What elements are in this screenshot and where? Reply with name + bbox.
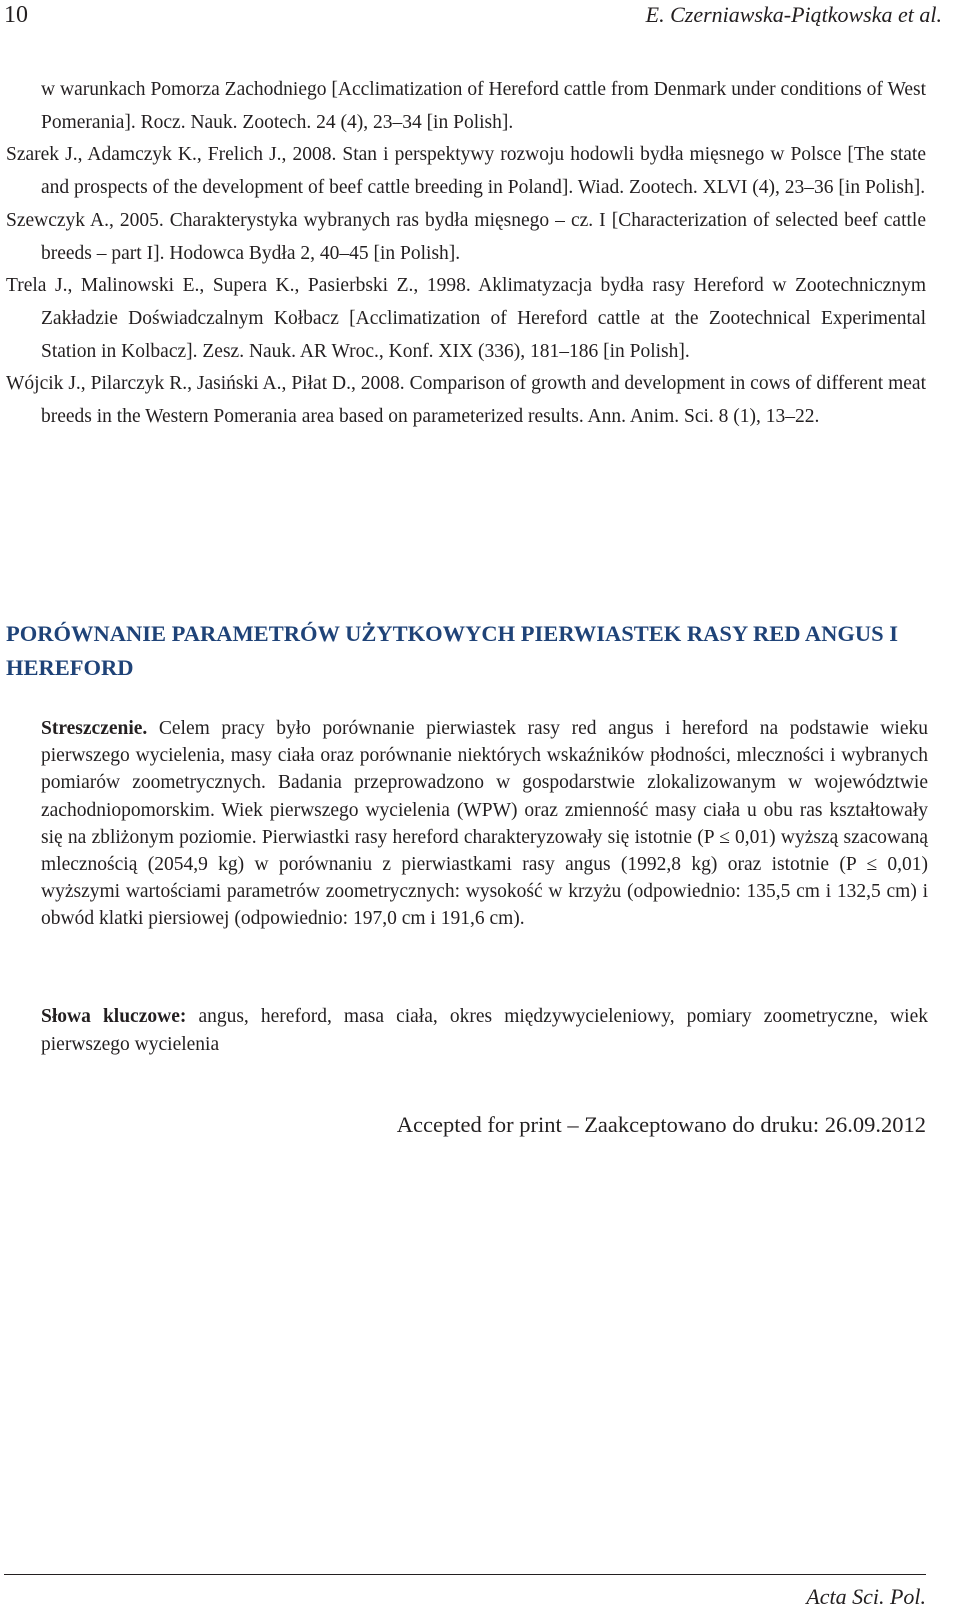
keywords-label: Słowa kluczowe: xyxy=(41,1006,187,1027)
abstract-label: Streszczenie. xyxy=(41,718,148,739)
reference-item: Wójcik J., Pilarczyk R., Jasiński A., Piłat D., 2008. Comparison of growth and development in cows of different meat breeds in the Western Pomerania area based on parameterized results. Ann. Anim. Sci. 8 (1), 13–22. xyxy=(6,373,926,428)
abstract-text: Celem pracy było porównanie pierwiastek rasy red angus i hereford na podstawie wieku pierwszego wycielenia, masy ciała oraz porównanie niektórych wskaźników płodności, mleczności i wybranych pomiarów zoometrycznych. Badania przeprowadzono w gospodarstwie zlokalizowanym w województwie zachodniopomorskim. Wiek pierwszego wycielenia (WPW) oraz zmienność masy ciała u obu ras kształtowały się na zbliżonym poziomie. Pierwiastki rasy hereford charakteryzowały się istotnie (P ≤ 0,01) wyższą szacowaną mlecznością (2054,9 kg) w porównaniu z pierwiastkami rasy angus (1992,8 kg) oraz istotnie (P ≤ 0,01) wyższymi wartościami parametrów zoometrycznych: wysokość w krzyżu (odpowiednio: 135,5 cm i 132,5 cm) i obwód klatki piersiowej (odpowiednio: 197,0 cm i 191,6 cm). xyxy=(41,718,928,930)
page-number: 10 xyxy=(4,2,28,28)
footer-journal: Acta Sci. Pol. xyxy=(806,1584,926,1609)
reference-list xyxy=(6,74,926,434)
keywords-text: angus, hereford, masa ciała, okres międzywycieleniowy, pomiary zoometryczne, wiek pierwszego wycielenia xyxy=(41,1006,928,1055)
abstract xyxy=(41,715,928,933)
polish-title: PORÓWNANIE PARAMETRÓW UŻYTKOWYCH PIERWIASTEK RASY RED ANGUS I HEREFORD xyxy=(6,621,899,680)
running-head: E. Czerniawska-Piątkowska et al. xyxy=(645,2,942,27)
reference-item: w warunkach Pomorza Zachodniego [Acclimatization of Hereford cattle from Denmark under conditions of West Pomerania]. Rocz. Nauk. Zootech. 24 (4), 23–34 [in Polish]. xyxy=(41,79,926,133)
reference-item: Trela J., Malinowski E., Supera K., Pasierbski Z., 1998. Aklimatyzacja bydła rasy Hereford w Zootechnicznym Zakładzie Doświadczalnym Kołbacz [Acclimatization of Hereford cattle at the Zootechnical Experimental Station in Kolbacz]. Zesz. Nauk. AR Wroc., Konf. XIX (336), 181–186 [in Polish]. xyxy=(6,275,926,362)
reference-item: Szewczyk A., 2005. Charakterystyka wybranych ras bydła mięsnego – cz. I [Characterization of selected beef cattle breeds – part I]. Hodowca Bydła 2, 40–45 [in Polish]. xyxy=(6,209,926,264)
reference-item: Szarek J., Adamczyk K., Frelich J., 2008. Stan i perspektywy rozwoju hodowli bydła mięsnego w Polsce [The state and prospects of the development of beef cattle breeding in Poland]. Wiad. Zootech. XLVI (4), 23–36 [in Polish]. xyxy=(6,144,926,199)
accepted-date: Accepted for print – Zaakceptowano do druku: 26.09.2012 xyxy=(396,1112,926,1137)
page-header xyxy=(0,0,960,36)
keywords xyxy=(41,1003,928,1059)
footer-divider xyxy=(4,1574,926,1575)
